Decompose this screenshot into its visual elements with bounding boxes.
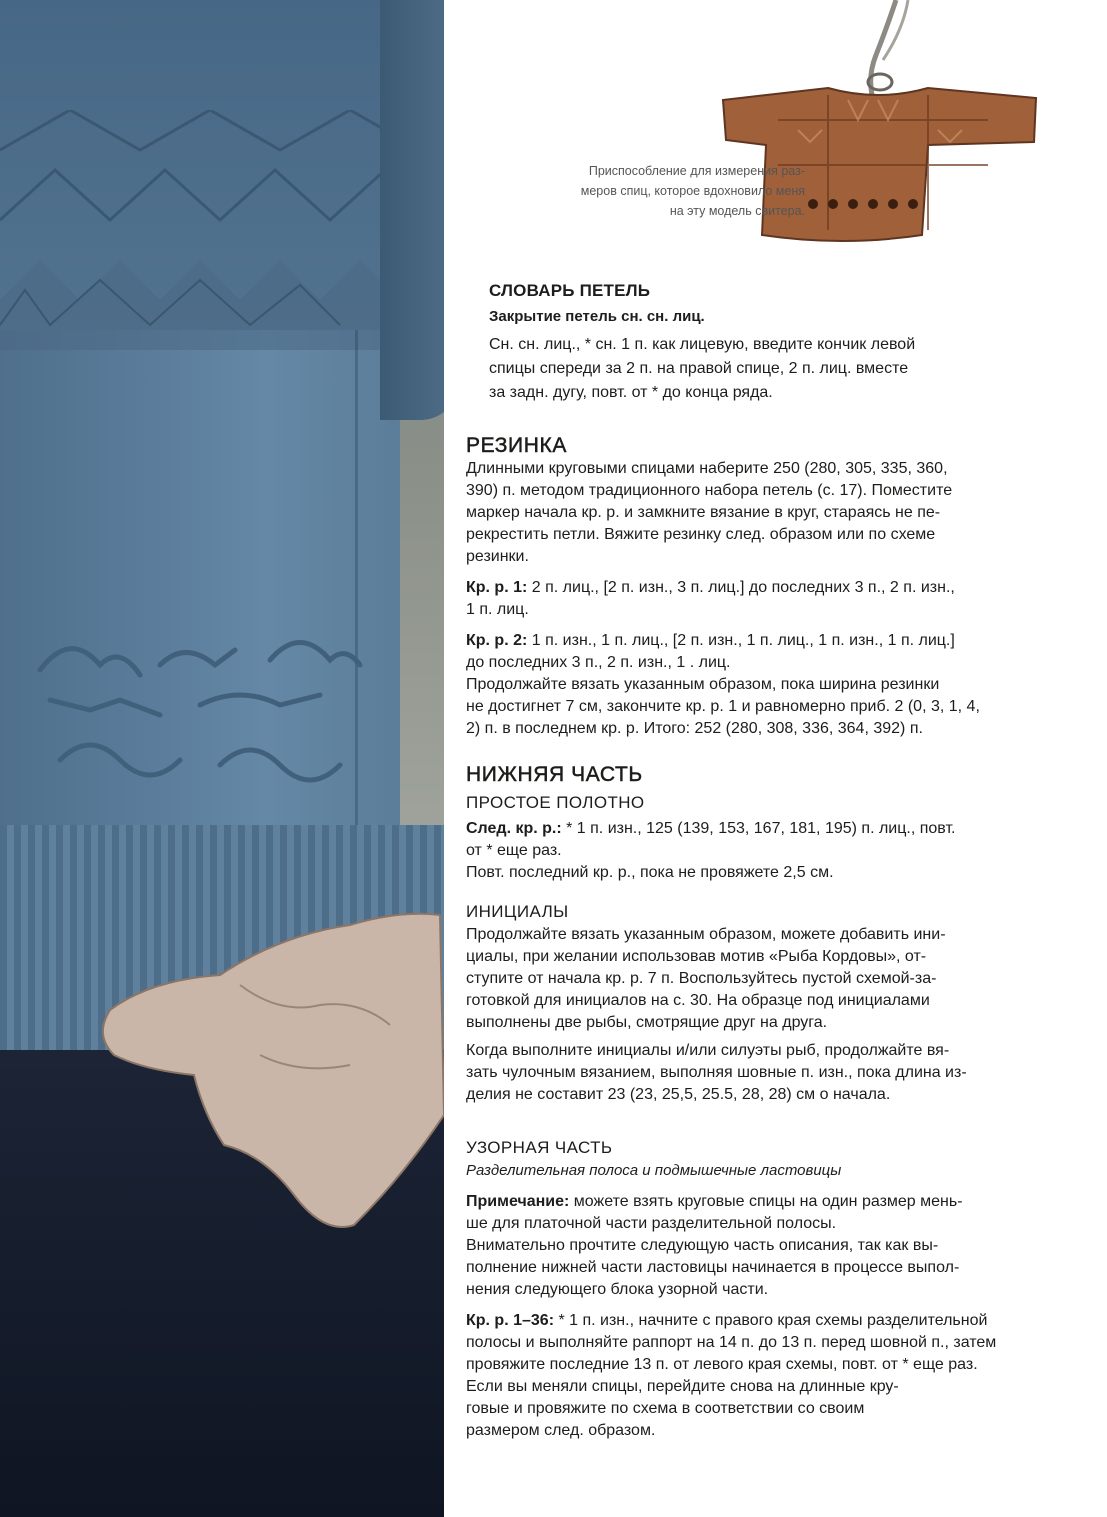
ribbing-row-1-cont: 1 п. лиц. [466, 601, 529, 618]
caption-line: на эту модель свитера. [669, 204, 805, 218]
ribbing-row-2 [466, 630, 1066, 652]
note-label: Примечание: [466, 1193, 570, 1210]
after-initials-line: зать чулочным вязанием, выполняя шовные п. изн., пока длина из- [466, 1064, 967, 1081]
ribbing-row-2-cont: не достигнет 7 см, закончите кр. р. 1 и равномерно приб. 2 (0, 3, 1, 4, [466, 698, 980, 715]
pattern-rows-line: говые и провяжите по схема в соответствии со своим [466, 1400, 865, 1417]
pattern-italic-subtitle: Разделительная полоса и подмышечные ластовицы [466, 1162, 842, 1179]
pattern-rows [466, 1310, 1066, 1332]
glossary-title: СЛОВАРЬ ПЕТЕЛЬ [489, 281, 651, 300]
glossary-subtitle: Закрытие петель сн. сн. лиц. [489, 308, 705, 325]
next-row [466, 818, 1066, 840]
initials-line: Продолжайте вязать указанным образом, можете добавить ини- [466, 926, 946, 943]
ribbing-section [466, 433, 1066, 740]
initials-line: ступите от начала кр. р. 7 п. Воспользуйтесь пустой схемой-за- [466, 970, 937, 987]
pattern-rows-line: провяжите последние 13 п. от левого края схемы, повт. от * еще раз. [466, 1356, 978, 1373]
image-caption [540, 161, 805, 221]
initials-line: циалы, при желании использовав мотив «Рыба Кордовы», от- [466, 948, 927, 965]
initials-line: готовкой для инициалов на с. 30. На образце под инициалами [466, 992, 930, 1009]
ribbing-row-2-cont: Продолжайте вязать указанным образом, пока ширина резинки [466, 676, 940, 693]
lower-title: НИЖНЯЯ ЧАСТЬ [466, 763, 643, 786]
plain-knit-subtitle: ПРОСТОЕ ПОЛОТНО [466, 793, 645, 812]
glossary-line: спицы спереди за 2 п. на правой спице, 2 п. лиц. вместе [489, 360, 909, 377]
row-text: * 1 п. изн., 125 (139, 153, 167, 181, 195) п. лиц., повт. [561, 820, 956, 837]
row-label: Кр. р. 1: [466, 579, 528, 596]
hand [100, 905, 444, 1235]
row-text: * 1 п. изн., начните с правого края схемы разделительной [554, 1312, 988, 1329]
ribbing-paragraph-line: Длинными круговыми спицами наберите 250 (280, 305, 335, 360, [466, 460, 948, 477]
next-row-cont: от * еще раз. [466, 842, 562, 859]
initials-line: выполнены две рыбы, смотрящие друг на друга. [466, 1014, 828, 1031]
row-text: 2 п. лиц., [2 п. изн., 3 п. лиц.] до последних 3 п., 2 п. изн., [527, 579, 955, 596]
glossary-line: за задн. дугу, повт. от * до конца ряда. [489, 384, 773, 401]
row-text: 1 п. изн., 1 п. лиц., [2 п. изн., 1 п. лиц., 1 п. изн., 1 п. лиц.] [527, 632, 955, 649]
ribbing-row-2-cont: 2) п. в последнем кр. р. Итого: 252 (280, 308, 336, 364, 392) п. [466, 720, 923, 737]
pattern-rows-line: Если вы меняли спицы, перейдите снова на длинные кру- [466, 1378, 899, 1395]
caption-line: Приспособление для измерения раз- [588, 164, 805, 178]
pattern-section [466, 1136, 1066, 1442]
pattern-note [466, 1191, 1066, 1213]
row-label: След. кр. р.: [466, 820, 562, 837]
pattern-rows-line: размером след. образом. [466, 1422, 656, 1439]
fish-motifs [20, 610, 400, 810]
glossary-line: Сн. сн. лиц., * сн. 1 п. как лицевую, введите кончик левой [489, 336, 916, 353]
ribbing-title: РЕЗИНКА [466, 434, 567, 457]
pattern-title: УЗОРНАЯ ЧАСТЬ [466, 1138, 613, 1157]
ribbing-paragraph-line: 390) п. методом традиционного набора петель (с. 17). Поместите [466, 482, 953, 499]
sleeve [380, 0, 444, 420]
after-initials-line: Когда выполните инициалы и/или силуэты рыб, продолжайте вя- [466, 1042, 950, 1059]
ribbing-row-2-cont: до последних 3 п., 2 п. изн., 1 . лиц. [466, 654, 731, 671]
row-label: Кр. р. 2: [466, 632, 528, 649]
pattern-note-line: полнение нижней части ластовицы начинается в процессе выпол- [466, 1259, 960, 1276]
pattern-rows-line: полосы и выполняйте раппорт на 14 п. до 13 п. перед шовной п., затем [466, 1334, 997, 1351]
pattern-note-line: нения следующего блока узорной части. [466, 1281, 769, 1298]
lower-section [466, 762, 1066, 1106]
ribbing-row-1 [466, 577, 1066, 599]
note-text: можете взять круговые спицы на один размер мень- [569, 1193, 963, 1210]
sweater-photo [0, 0, 444, 1517]
next-row-cont: Повт. последний кр. р., пока не провяжете 2,5 см. [466, 864, 834, 881]
initials-subtitle: ИНИЦИАЛЫ [466, 902, 569, 921]
pattern-note-line: ше для платочной части разделительной полосы. [466, 1215, 837, 1232]
diamond-pattern [0, 110, 444, 350]
ribbing-paragraph-line: резинки. [466, 548, 529, 565]
glossary-section [489, 278, 1089, 405]
row-label: Кр. р. 1–36: [466, 1312, 555, 1329]
ribbing-paragraph-line: рекрестить петли. Вяжите резинку след. образом или по схеме [466, 526, 936, 543]
pattern-note-line: Внимательно прочтите следующую часть описания, так как вы- [466, 1237, 939, 1254]
ribbing-paragraph-line: маркер начала кр. р. и замкните вязание в круг, стараясь не пе- [466, 504, 941, 521]
caption-line: меров спиц, которое вдохновило меня [580, 184, 805, 198]
after-initials-line: делия не составит 23 (23, 25,5, 25.5, 28, 28) см о начала. [466, 1086, 891, 1103]
